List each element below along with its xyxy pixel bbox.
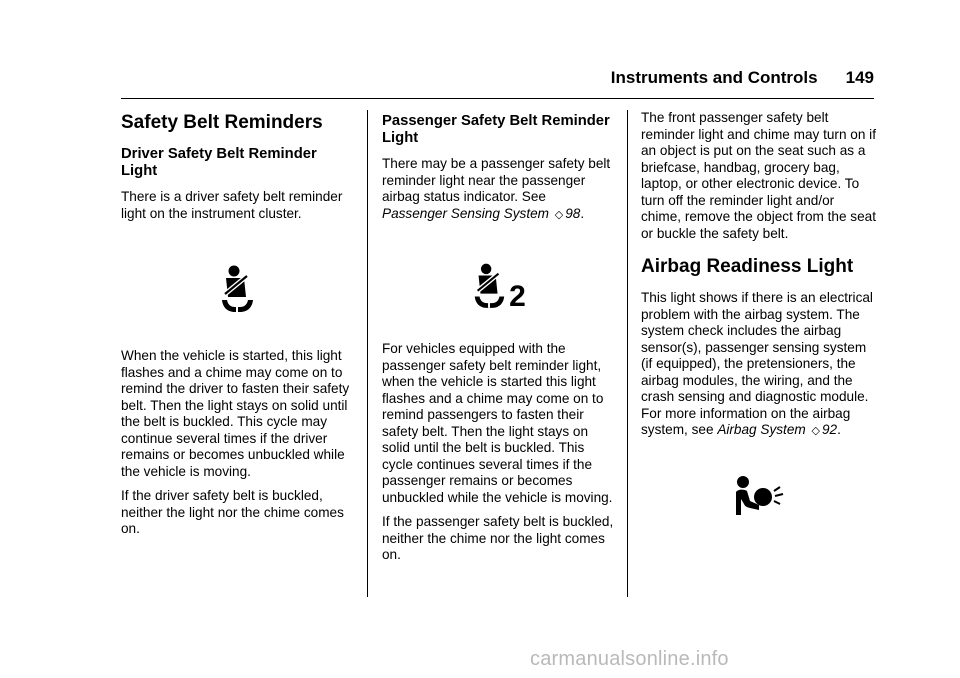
section-heading-safety-belt-reminders: Safety Belt Reminders [121, 112, 323, 133]
driver-para-1: When the vehicle is started, this light flashes and a chime may come on to remind the driver to fasten their safety belt. Then the light stays on solid until the belt is buckled. This cycle may continue several times if the driver remains or becomes unbuckled while the vehicle is moving. [121, 348, 350, 479]
seatbelt-icon-container [121, 230, 353, 348]
page-ref-92[interactable]: 92 [821, 422, 838, 437]
object-on-seat-para: The front passenger safety belt reminder light and chime may turn on if an object is put on the seat such as a briefcase, handbag, grocery bag, laptop, or other electronic device. To turn off the reminder light and/or chime, remove the object from the seat or buckle the safety belt. [641, 110, 876, 241]
passenger-seatbelt-icon [470, 261, 526, 311]
link-airbag-system[interactable]: Airbag System [717, 422, 806, 437]
seatbelt-icon [217, 264, 257, 314]
page-number: 149 [845, 68, 874, 87]
column-1 [121, 110, 353, 546]
subheading-driver-reminder: Driver Safety Belt Reminder Light [121, 146, 317, 179]
column-divider-1 [367, 110, 368, 597]
airbag-icon [733, 475, 785, 521]
page-ref-arrow-icon: ◇ [811, 425, 820, 437]
airbag-para: This light shows if there is an electrical problem with the airbag system. The system check includes the airbag sensor(s), passenger sensing system (if equipped), the pretensioners, the airbag modules, the wiring, and the crash sensing and diagnostic module. For more information on the airbag system, see Airbag System ◇ 92. [641, 290, 873, 437]
page-ref-arrow-icon: ◇ [554, 208, 564, 221]
passenger-para-2: If the passenger safety belt is buckled, neither the chime nor the light comes on. [382, 514, 614, 562]
column-2 [382, 110, 614, 572]
airbag-icon-container [641, 448, 877, 548]
header-title: Instruments and Controls [610, 68, 818, 87]
driver-para-2: If the driver safety belt is buckled, neither the light nor the chime comes on. [121, 488, 344, 536]
passenger-intro: There may be a passenger safety belt reminder light near the passenger airbag status indicator. See Passenger Sensing System ◇ 98. [382, 156, 611, 221]
passenger-para-1: For vehicles equipped with the passenger safety belt reminder light, when the vehicle is started this light flashes and a chime may come on to remind passengers to fasten their safety belt. Then the light stays on solid until the belt is buckled. This cycle continues several times if the passenger remains or becomes unbuckled while the vehicle is moving. [382, 341, 613, 505]
driver-intro: There is a driver safety belt reminder light on the instrument cluster. [121, 189, 343, 221]
column-divider-2 [627, 110, 628, 597]
passenger-number: 2 [509, 280, 526, 313]
seatbelt-figure-icon [470, 261, 508, 311]
column-3 [641, 110, 877, 548]
passenger-seatbelt-icon-container [382, 231, 614, 341]
section-heading-airbag-readiness: Airbag Readiness Light [641, 256, 854, 277]
link-passenger-sensing-system[interactable]: Passenger Sensing System [382, 205, 549, 221]
header-rule [121, 98, 874, 99]
watermark: carmanualsonline.info [530, 648, 729, 670]
subheading-passenger-reminder: Passenger Safety Belt Reminder Light [382, 113, 610, 146]
page-ref-98[interactable]: 98 [565, 205, 581, 221]
page-header [611, 68, 874, 88]
